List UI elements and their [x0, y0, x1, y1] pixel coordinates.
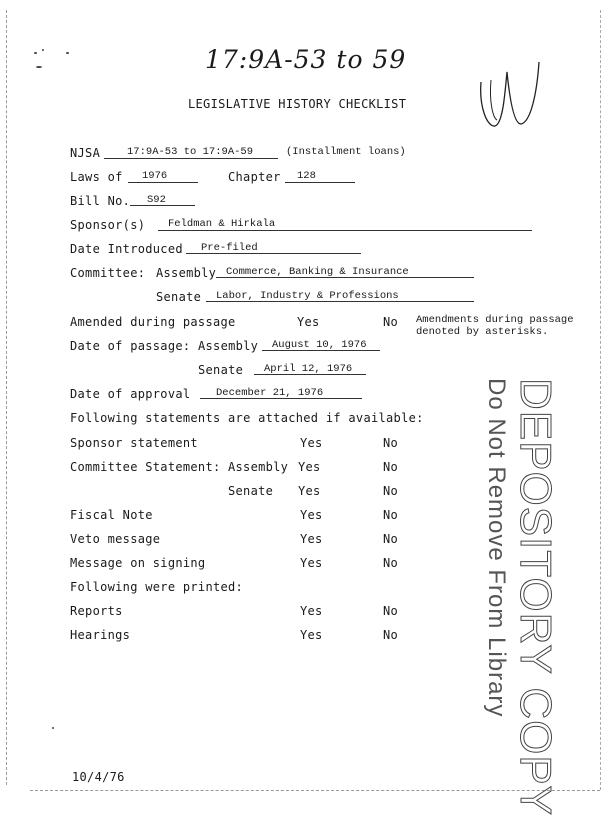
amended-yes: Yes: [297, 315, 320, 329]
page-edge-left: [6, 10, 7, 785]
stamp-line-depository-copy: DEPOSITORY COPY: [511, 378, 560, 816]
stamp-line-do-not-remove: Do Not Remove From Library: [483, 378, 510, 718]
speck-mark: [42, 49, 44, 51]
njsa-value: 17:9A-53 to 17:9A-59: [127, 146, 254, 158]
item-no-veto-message: No: [383, 532, 399, 546]
printed-no-hearings: No: [383, 628, 399, 642]
depository-stamp: [482, 378, 560, 816]
chapter-underline: [285, 182, 355, 183]
printed-yes-reports: Yes: [300, 604, 323, 618]
approval-underline: [200, 398, 362, 399]
amended-no: No: [383, 315, 399, 329]
committee-senate-value: Labor, Industry & Professions: [216, 290, 399, 302]
printed-yes-hearings: Yes: [300, 628, 323, 642]
amended-note-line1: Amendments during passage: [416, 314, 574, 326]
page-edge-right: [600, 10, 601, 790]
item-no-committee-senate: No: [383, 484, 399, 498]
printed-label-hearings: Hearings: [70, 628, 131, 642]
item-no-fiscal-note: No: [383, 508, 399, 522]
njsa-underline: [104, 158, 278, 159]
amended-note-line2: denoted by asterisks.: [416, 326, 549, 338]
approval-value: December 21, 1976: [216, 387, 324, 399]
printed-label-reports: Reports: [70, 604, 123, 618]
bill-no-value: S92: [147, 194, 166, 206]
handwritten-initial-mark: [475, 52, 550, 134]
item-yes-fiscal-note: Yes: [300, 508, 323, 522]
attached-heading: Following statements are attached if available:: [70, 411, 424, 425]
item-label-fiscal-note: Fiscal Note: [70, 508, 153, 522]
item-yes-message-on-signing: Yes: [300, 556, 323, 570]
printed-heading: Following were printed:: [70, 580, 244, 594]
chapter-value: 128: [297, 170, 316, 182]
laws-of-underline: [128, 182, 198, 183]
item-yes-sponsor-statement: Yes: [300, 436, 323, 450]
item-label-message-on-signing: Message on signing: [70, 556, 206, 570]
date-introduced-value: Pre-filed: [201, 242, 258, 254]
item-no-sponsor-statement: No: [383, 436, 399, 450]
amended-label: Amended during passage: [70, 315, 236, 329]
approval-label: Date of approval: [70, 387, 191, 401]
laws-of-value: 1976: [142, 170, 168, 182]
njsa-label: NJSA: [70, 146, 101, 160]
committee-assembly-underline: [216, 277, 474, 278]
item-sub-committee-assembly: Assembly: [228, 460, 289, 474]
footer-date: 10/4/76: [72, 770, 125, 784]
passage-senate-underline: [254, 374, 366, 375]
item-label-veto-message: Veto message: [70, 532, 161, 546]
item-label-committee-statement: Committee Statement:: [70, 460, 221, 474]
bill-no-label: Bill No.: [70, 194, 131, 208]
printed-no-reports: No: [383, 604, 399, 618]
item-no-committee-assembly: No: [383, 460, 399, 474]
committee-senate-label: Senate: [156, 290, 202, 304]
laws-of-label: Laws of: [70, 170, 123, 184]
chapter-label: Chapter: [228, 170, 281, 184]
sponsors-underline: [158, 230, 532, 231]
page-title: LEGISLATIVE HISTORY CHECKLIST: [188, 97, 407, 111]
date-introduced-underline: [186, 253, 361, 254]
passage-senate-value: April 12, 1976: [264, 363, 353, 375]
speck-mark: [66, 52, 69, 54]
passage-assembly-underline: [262, 350, 380, 351]
item-no-message-on-signing: No: [383, 556, 399, 570]
committee-label: Committee:: [70, 266, 146, 280]
item-sub-committee-senate: Senate: [228, 484, 274, 498]
committee-assembly-value: Commerce, Banking & Insurance: [226, 266, 409, 278]
passage-assembly-label: Assembly: [198, 339, 259, 353]
passage-assembly-value: August 10, 1976: [272, 339, 367, 351]
passage-senate-label: Senate: [198, 363, 244, 377]
item-yes-committee-assembly: Yes: [298, 460, 321, 474]
passage-label: Date of passage:: [70, 339, 191, 353]
speck-mark: [34, 52, 37, 54]
handwritten-title: 17:9A-53 to 59: [205, 45, 407, 74]
njsa-note: (Installment loans): [286, 146, 406, 158]
bill-no-underline: [130, 205, 195, 206]
speck-mark: [36, 66, 42, 68]
speck-mark: [52, 727, 54, 729]
date-introduced-label: Date Introduced: [70, 242, 183, 256]
committee-assembly-label: Assembly: [156, 266, 217, 280]
item-yes-committee-senate: Yes: [298, 484, 321, 498]
sponsors-label: Sponsor(s): [70, 218, 146, 232]
sponsors-value: Feldman & Hirkala: [168, 218, 276, 230]
item-label-sponsor-statement: Sponsor statement: [70, 436, 198, 450]
item-yes-veto-message: Yes: [300, 532, 323, 546]
committee-senate-underline: [206, 301, 474, 302]
